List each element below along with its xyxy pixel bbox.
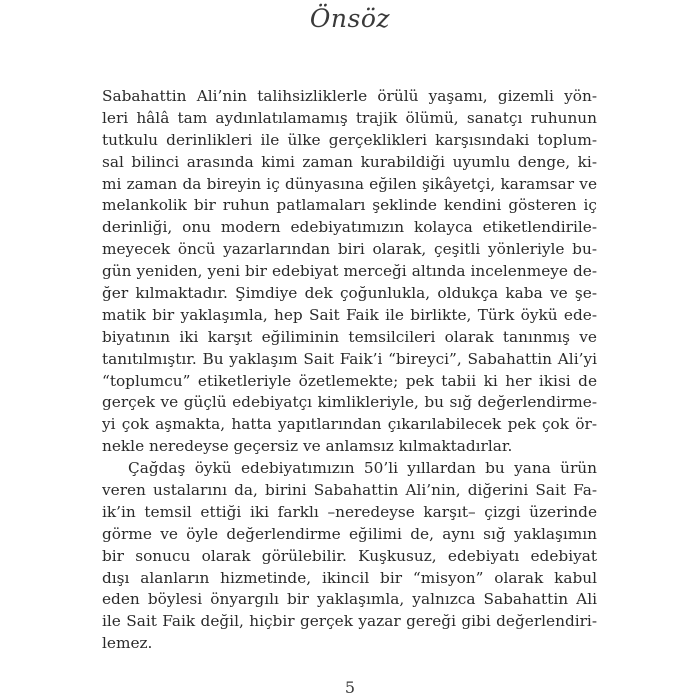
text-line: ile Sait Faik değil, hiçbir gerçek yazar gereği gibi değerlendiri- <box>102 612 597 631</box>
page-title: Önsöz <box>309 4 391 33</box>
text-line: yi çok aşmakta, hatta yapıtlarından çıkarılabilecek pek çok ör- <box>102 415 597 434</box>
text-line: mi zaman da bireyin iç dünyasına eğilen şikâyetçi, karamsar ve <box>102 174 597 193</box>
text-line: “toplumcu” etiketleriyle özetlemekte; pek tabii ki her ikisi de <box>102 371 597 390</box>
text-line: dışı alanların hizmetinde, ikincil bir “misyon” olarak kabul <box>102 568 597 587</box>
text-line: leri hâlâ tam aydınlatılamamış trajik ölümü, sanatçı ruhunun <box>102 108 597 127</box>
text-line: görme ve öyle değerlendirme eğilimi de, aynı sığ yaklaşımın <box>102 524 597 543</box>
text-line: matik bir yaklaşımla, hep Sait Faik ile birlikte, Türk öykü ede- <box>102 305 597 324</box>
text-line: lemez. <box>102 634 153 653</box>
text-line: ik’in temsil ettiği iki farklı –neredeyse karşıt– çizgi üzerinde <box>102 502 597 521</box>
text-line: tutkulu derinlikleri ile ülke gerçeklikleri karşısındaki toplum- <box>102 130 597 149</box>
text-line: bir sonucu olarak görülebilir. Kuşkusuz, edebiyatı edebiyat <box>102 546 597 565</box>
text-line: veren ustalarını da, birini Sabahattin Ali’nin, diğerini Sait Fa- <box>102 481 597 500</box>
preface-body <box>102 86 597 655</box>
text-line: biyatının iki karşıt eğiliminin temsilcileri olarak tanınmış ve <box>102 327 597 346</box>
page-number: 5 <box>344 678 356 697</box>
text-line: gün yeniden, yeni bir edebiyat merceği altında incelenmeye de- <box>102 262 597 281</box>
text-line: meyecek öncü yazarlarından biri olarak, çeşitli yönleriyle bu- <box>102 240 597 259</box>
text-line: Sabahattin Ali’nin talihsizliklerle örülü yaşamı, gizemli yön- <box>102 87 597 105</box>
text-line: derinliği, onu modern edebiyatımızın kolayca etiketlendirile- <box>102 218 597 237</box>
text-line: eden böylesi önyargılı bir yaklaşımla, yalnızca Sabahattin Ali <box>102 590 597 609</box>
text-line: gerçek ve güçlü edebiyatçı kimlikleriyle, bu sığ değerlendirme- <box>102 393 597 412</box>
text-line: Çağdaş öykü edebiyatımızın 50’li yıllardan bu yana ürün <box>128 459 597 478</box>
paragraph <box>102 458 597 655</box>
text-line: tanıtılmıştır. Bu yaklaşım Sait Faik’i “bireyci”, Sabahattin Ali’yi <box>102 349 597 368</box>
text-line: melankolik bir ruhun patlamaları şeklinde kendini gösteren iç <box>102 196 597 215</box>
text-line: nekle neredeyse geçersiz ve anlamsız kılmaktadırlar. <box>102 437 513 456</box>
text-line: sal bilinci arasında kimi zaman kurabildiği uyumlu denge, ki- <box>102 152 597 171</box>
text-line: ğer kılmaktadır. Şimdiye dek çoğunlukla, oldukça kaba ve şe- <box>102 284 597 303</box>
paragraph <box>102 86 597 458</box>
